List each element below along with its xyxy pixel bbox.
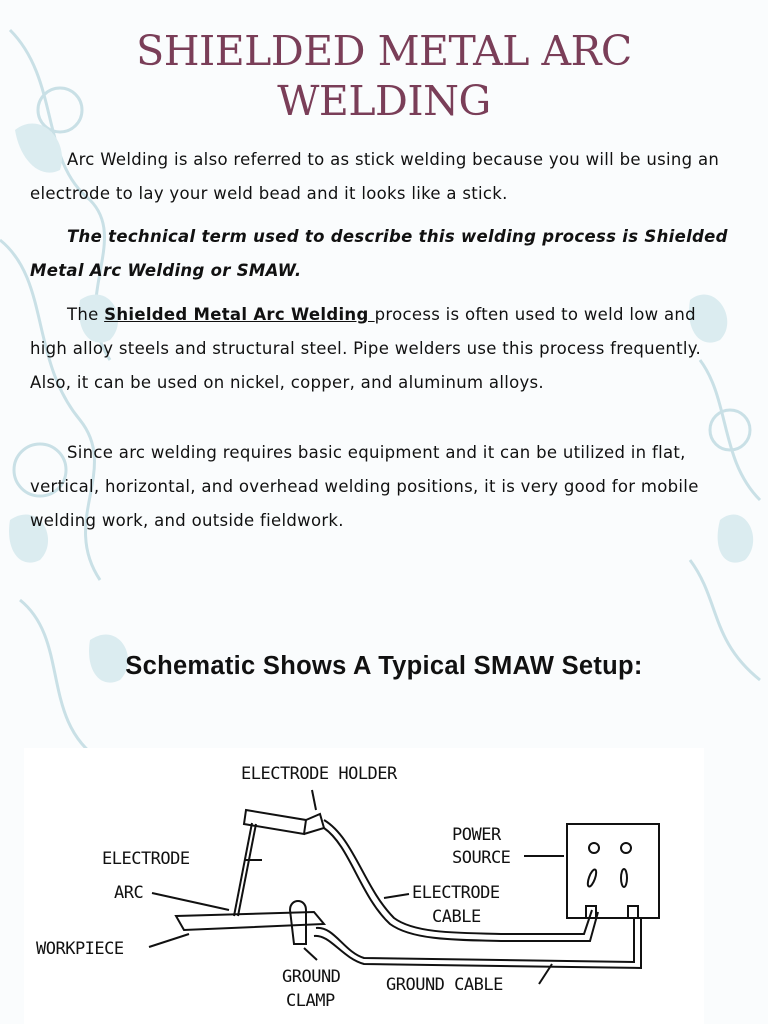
paragraph-uses-prefix: The [67, 305, 105, 324]
label-electrode: ELECTRODE [102, 849, 190, 869]
label-ground-clamp-1: GROUND [282, 967, 341, 987]
label-power-source-1: POWER [452, 825, 501, 845]
label-workpiece: WORKPIECE [36, 939, 124, 959]
paragraph-uses-text: process is often used to weld low and high alloy steels and structural steel. Pipe welders use this process frequently. Also, it can be used on nickel, copper, and aluminum alloys. [30, 305, 702, 392]
workpiece-plate [176, 912, 324, 930]
title-line-2: WELDING [277, 77, 491, 125]
paragraph-intro-text: Arc Welding is also referred to as stick welding because you will be using an electrode to lay your weld bead and it looks like a stick. [30, 150, 720, 203]
label-arc: ARC [114, 883, 144, 903]
electrode-holder-shape [244, 810, 306, 834]
paragraph-equipment [30, 436, 730, 538]
schematic-heading: Schematic Shows A Typical SMAW Setup: [125, 652, 643, 680]
label-electrode-holder: ELECTRODE HOLDER [241, 764, 397, 784]
paragraph-technical-term [30, 220, 730, 288]
power-source-box [567, 824, 659, 918]
paragraph-equipment-text: Since arc welding requires basic equipment and it can be utilized in flat, vertical, horizontal, and overhead welding positions, it is very good for mobile welding work, and outside fieldwork. [30, 443, 699, 530]
title-line-1: SHIELDED METAL ARC [136, 27, 632, 75]
label-power-source-2: SOURCE [452, 848, 511, 868]
paragraph-technical-term-text: The technical term used to describe this welding process is Shielded Metal Arc Welding or SMAW. [30, 227, 728, 280]
smaw-schematic [24, 748, 704, 1024]
ground-clamp-shape [290, 901, 306, 944]
label-ground-clamp-2: CLAMP [286, 991, 335, 1011]
electrode-rod [234, 823, 252, 916]
schematic-diagram [24, 748, 704, 1024]
label-electrode-cable-1: ELECTRODE [412, 883, 500, 903]
paragraph-intro [30, 143, 730, 211]
smaw-term: Shielded Metal Arc Welding [104, 305, 375, 324]
label-electrode-cable-2: CABLE [432, 907, 481, 927]
paragraph-uses [30, 298, 730, 400]
label-ground-cable: GROUND CABLE [386, 975, 503, 995]
page-title [0, 26, 768, 126]
